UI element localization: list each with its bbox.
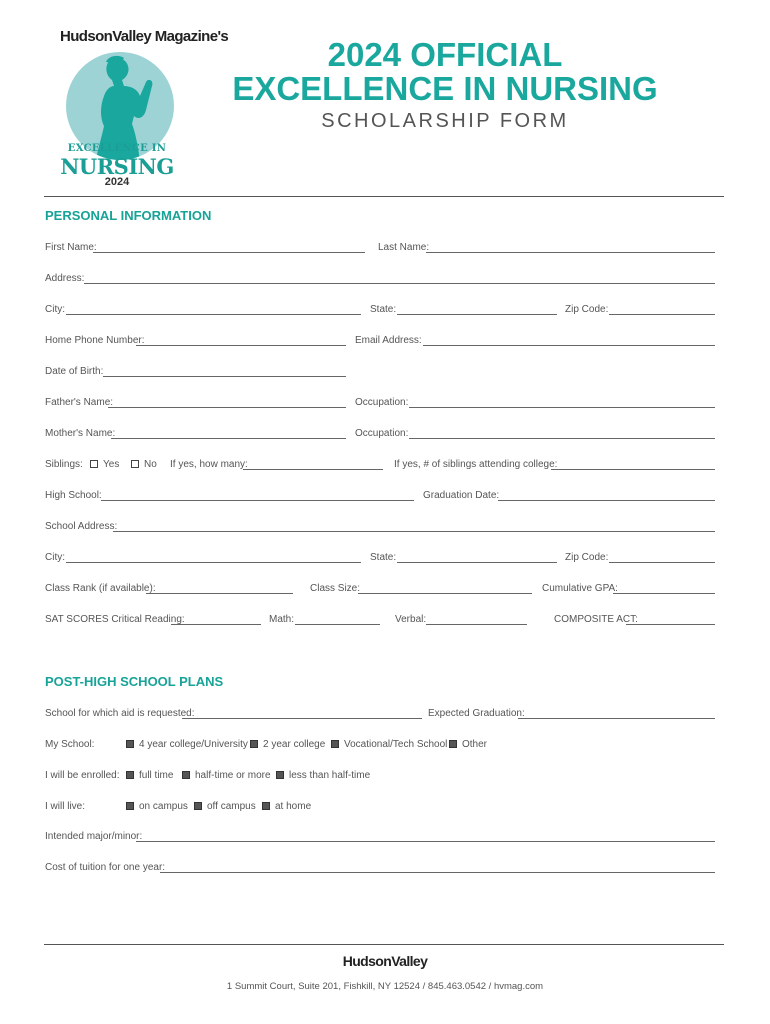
checkbox-icon bbox=[194, 802, 202, 810]
father-occupation-field[interactable] bbox=[409, 407, 715, 408]
sat-verbal-label: Verbal: bbox=[395, 614, 427, 625]
page-title-line-1: 2024 OFFICIAL bbox=[327, 36, 563, 73]
school-aid-label: School for which aid is requested: bbox=[45, 708, 195, 719]
zip-field[interactable] bbox=[609, 314, 715, 315]
page-title-line-2: EXCELLENCE IN NURSING bbox=[232, 70, 658, 107]
high-school-field[interactable] bbox=[101, 500, 414, 501]
siblings-no-label: No bbox=[144, 459, 157, 470]
header-divider bbox=[44, 196, 724, 197]
tuition-label: Cost of tuition for one year: bbox=[45, 862, 166, 873]
siblings-yes-label: Yes bbox=[103, 459, 120, 470]
school-2-year-label: 2 year college bbox=[263, 739, 326, 750]
my-school-label: My School: bbox=[45, 739, 95, 750]
logo-year: 2024 bbox=[104, 176, 130, 188]
graduation-date-label: Graduation Date: bbox=[423, 490, 500, 501]
city-field[interactable] bbox=[66, 314, 361, 315]
live-label: I will live: bbox=[45, 801, 86, 812]
school-vocational-label: Vocational/Tech School bbox=[344, 739, 448, 750]
magazine-wordmark: HudsonValley Magazine's bbox=[60, 28, 229, 45]
enrolled-half-time-checkbox[interactable] bbox=[182, 770, 271, 781]
siblings-label: Siblings: bbox=[45, 459, 83, 470]
school-other-label: Other bbox=[462, 739, 488, 750]
checkbox-icon bbox=[262, 802, 270, 810]
state-label: State: bbox=[370, 304, 397, 315]
footer-logo: HudsonValley bbox=[342, 953, 428, 969]
section-heading-personal: PERSONAL INFORMATION bbox=[45, 208, 212, 223]
enrolled-half-time-label: half-time or more bbox=[195, 770, 271, 781]
logo-excellence-in: EXCELLENCE IN bbox=[67, 143, 167, 154]
school-vocational-checkbox[interactable] bbox=[331, 739, 447, 750]
sat-verbal-field[interactable] bbox=[426, 624, 527, 625]
enrolled-full-time-label: full time bbox=[139, 770, 174, 781]
high-school-label: High School: bbox=[45, 490, 102, 501]
first-name-label: First Name: bbox=[45, 242, 97, 253]
mother-occupation-label: Occupation: bbox=[355, 428, 409, 439]
checkbox-icon bbox=[126, 740, 134, 748]
footer-divider bbox=[44, 944, 724, 945]
school-4-year-label: 4 year college/University bbox=[139, 739, 248, 750]
graduation-date-field[interactable] bbox=[498, 500, 715, 501]
checkbox-icon bbox=[126, 771, 134, 779]
live-off-campus-checkbox[interactable] bbox=[194, 801, 256, 812]
footer-address: 1 Summit Court, Suite 201, Fishkill, NY 12524 / 845.463.0542 / hvmag.com bbox=[226, 981, 544, 992]
zip-label: Zip Code: bbox=[565, 304, 609, 315]
enrolled-full-time-checkbox[interactable] bbox=[126, 770, 173, 781]
enrolled-less-than-half-label: less than half-time bbox=[289, 770, 371, 781]
mother-name-field[interactable] bbox=[111, 438, 346, 439]
school-aid-field[interactable] bbox=[182, 718, 422, 719]
live-off-campus-label: off campus bbox=[207, 801, 256, 812]
school-zip-label: Zip Code: bbox=[565, 552, 609, 563]
live-at-home-label: at home bbox=[275, 801, 312, 812]
school-other-checkbox[interactable] bbox=[449, 739, 487, 750]
major-field[interactable] bbox=[136, 841, 715, 842]
checkbox-icon bbox=[90, 460, 98, 468]
home-phone-label: Home Phone Number: bbox=[45, 335, 145, 346]
expected-graduation-field[interactable] bbox=[518, 718, 715, 719]
city-label: City: bbox=[45, 304, 65, 315]
last-name-field[interactable] bbox=[426, 252, 715, 253]
tuition-field[interactable] bbox=[160, 872, 715, 873]
siblings-no-checkbox[interactable] bbox=[131, 459, 157, 470]
dob-field[interactable] bbox=[103, 376, 346, 377]
enrolled-label: I will be enrolled: bbox=[45, 770, 120, 781]
checkbox-icon bbox=[126, 802, 134, 810]
checkbox-icon bbox=[250, 740, 258, 748]
father-occupation-label: Occupation: bbox=[355, 397, 409, 408]
mother-occupation-field[interactable] bbox=[409, 438, 715, 439]
class-rank-field[interactable] bbox=[146, 593, 293, 594]
gpa-label: Cumulative GPA: bbox=[542, 583, 618, 594]
class-size-field[interactable] bbox=[358, 593, 532, 594]
logo-nursing: NURSING bbox=[60, 154, 174, 179]
siblings-yes-checkbox[interactable] bbox=[90, 459, 119, 470]
composite-act-field[interactable] bbox=[626, 624, 715, 625]
live-on-campus-checkbox[interactable] bbox=[126, 801, 188, 812]
checkbox-icon bbox=[449, 740, 457, 748]
sat-math-label: Math: bbox=[269, 614, 295, 625]
school-address-field[interactable] bbox=[113, 531, 715, 532]
school-state-field[interactable] bbox=[397, 562, 557, 563]
composite-act-label: COMPOSITE ACT: bbox=[554, 614, 638, 625]
school-city-field[interactable] bbox=[66, 562, 361, 563]
address-field[interactable] bbox=[84, 283, 715, 284]
checkbox-icon bbox=[331, 740, 339, 748]
siblings-how-many-label: If yes, how many: bbox=[170, 459, 248, 470]
checkbox-icon bbox=[131, 460, 139, 468]
live-at-home-checkbox[interactable] bbox=[262, 801, 311, 812]
siblings-how-many-field[interactable] bbox=[243, 469, 383, 470]
sat-critical-reading-label: SAT SCORES Critical Reading: bbox=[45, 614, 185, 625]
live-on-campus-label: on campus bbox=[139, 801, 188, 812]
email-field[interactable] bbox=[423, 345, 715, 346]
home-phone-field[interactable] bbox=[136, 345, 346, 346]
siblings-college-field[interactable] bbox=[551, 469, 715, 470]
father-name-label: Father's Name: bbox=[45, 397, 114, 408]
email-label: Email Address: bbox=[355, 335, 422, 346]
sat-critical-reading-field[interactable] bbox=[171, 624, 261, 625]
gpa-field[interactable] bbox=[613, 593, 715, 594]
school-2-year-checkbox[interactable] bbox=[250, 739, 325, 750]
mother-name-label: Mother's Name: bbox=[45, 428, 116, 439]
class-size-label: Class Size: bbox=[310, 583, 361, 594]
expected-graduation-label: Expected Graduation: bbox=[428, 708, 525, 719]
dob-label: Date of Birth: bbox=[45, 366, 104, 377]
checkbox-icon bbox=[182, 771, 190, 779]
section-heading-plans: POST-HIGH SCHOOL PLANS bbox=[45, 674, 224, 689]
class-rank-label: Class Rank (if available): bbox=[45, 583, 156, 594]
school-4-year-checkbox[interactable] bbox=[126, 739, 248, 750]
siblings-college-label: If yes, # of siblings attending college: bbox=[394, 459, 558, 470]
school-zip-field[interactable] bbox=[609, 562, 715, 563]
school-city-label: City: bbox=[45, 552, 65, 563]
page-subtitle: SCHOLARSHIP FORM bbox=[321, 110, 569, 132]
last-name-label: Last Name: bbox=[378, 242, 430, 253]
checkbox-icon bbox=[276, 771, 284, 779]
major-label: Intended major/minor: bbox=[45, 831, 143, 842]
enrolled-less-than-half-checkbox[interactable] bbox=[276, 770, 370, 781]
school-state-label: State: bbox=[370, 552, 397, 563]
first-name-field[interactable] bbox=[93, 252, 365, 253]
address-label: Address: bbox=[45, 273, 85, 284]
state-field[interactable] bbox=[397, 314, 557, 315]
school-address-label: School Address: bbox=[45, 521, 118, 532]
sat-math-field[interactable] bbox=[295, 624, 380, 625]
father-name-field[interactable] bbox=[108, 407, 346, 408]
